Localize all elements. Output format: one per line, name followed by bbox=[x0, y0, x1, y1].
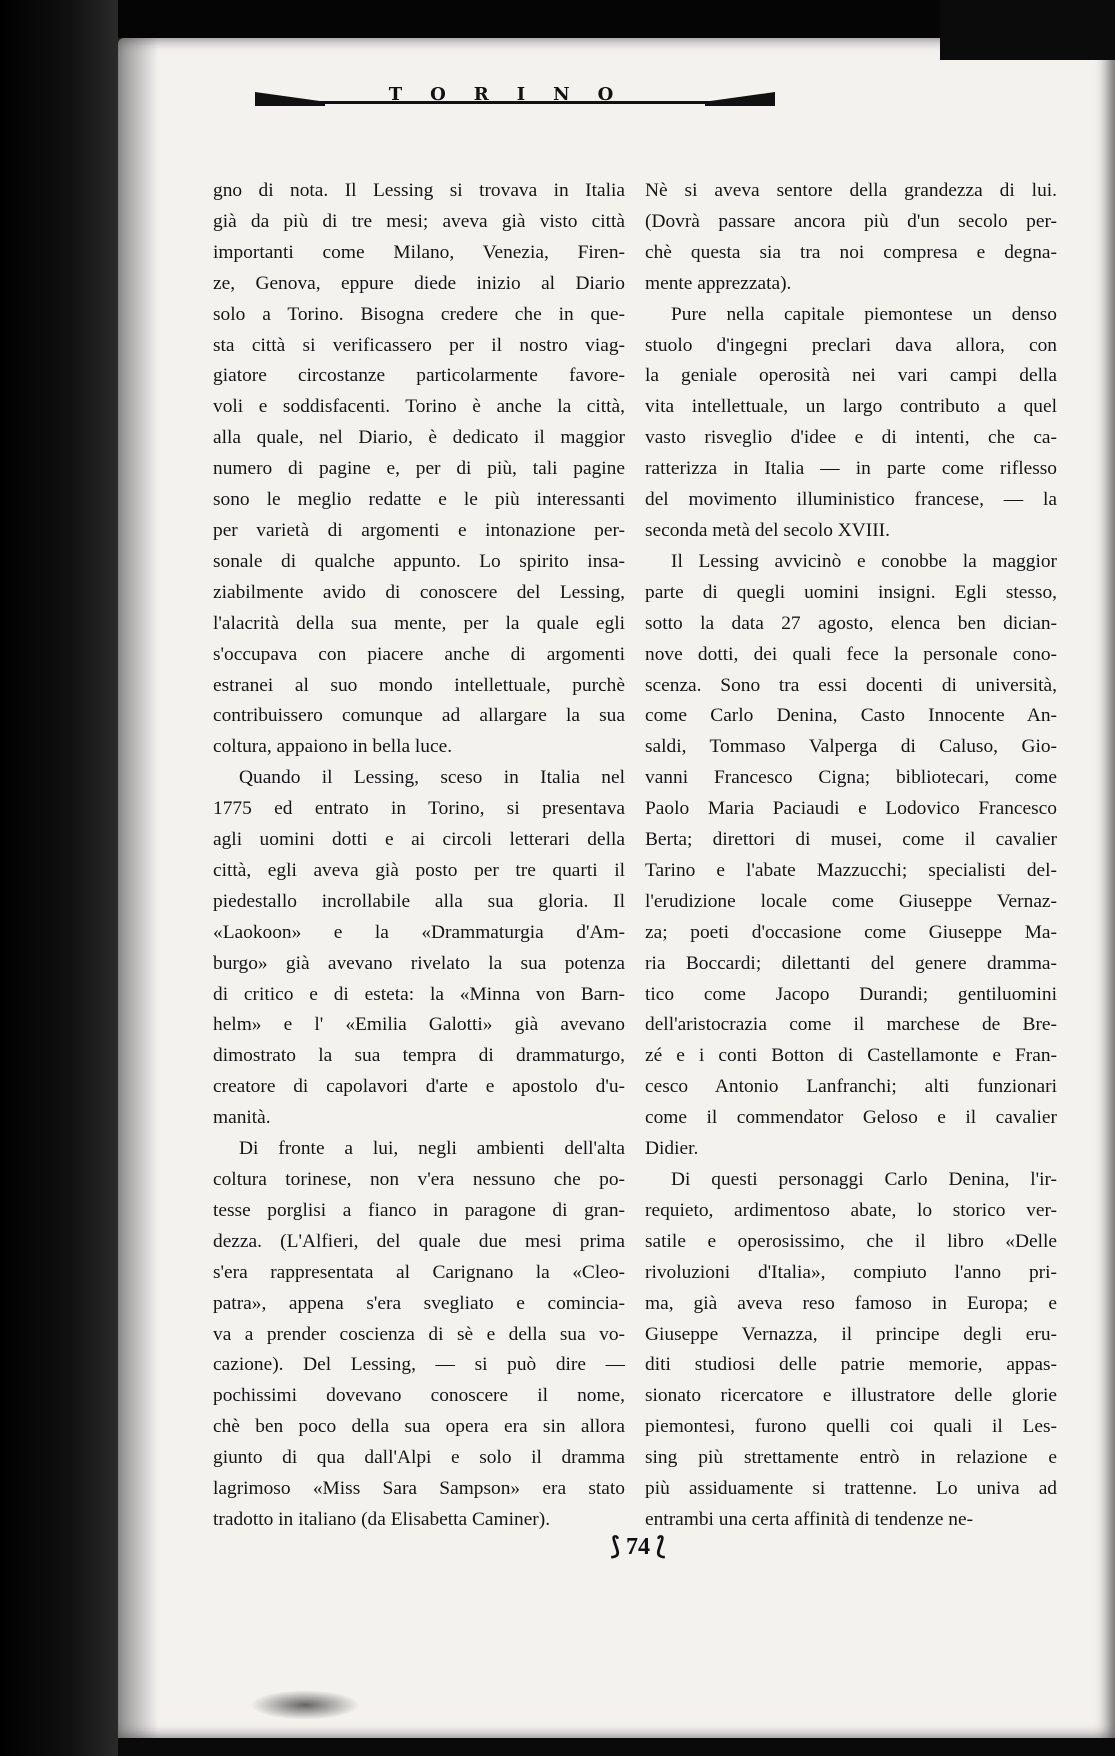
folio-number: 74 bbox=[626, 1534, 650, 1560]
scan-border-left bbox=[0, 0, 118, 1756]
paragraph bbox=[213, 763, 625, 1134]
text-line: scenza. Sono tra essi docenti di università, bbox=[645, 674, 1057, 696]
text-line: come Carlo Denina, Casto Innocente An- bbox=[645, 705, 1057, 727]
text-line: zé e i conti Botton di Castellamonte e Fran- bbox=[645, 1045, 1057, 1067]
text-line: sonale di qualche appunto. Lo spirito insa- bbox=[213, 550, 625, 572]
text-line: rivoluzioni d'Italia», compiuto l'anno pri- bbox=[645, 1261, 1057, 1283]
text-line: Didier. bbox=[645, 1138, 699, 1160]
text-line: «Laokoon» e la «Drammaturgia d'Am- bbox=[213, 921, 625, 943]
text-line: piedestallo incrollabile alla sua gloria. Il bbox=[213, 890, 625, 912]
text-line: del movimento illuministico francese, — la bbox=[645, 489, 1057, 511]
text-line: piemontesi, furono quelli coi quali il Les- bbox=[645, 1416, 1057, 1438]
text-line: voli e soddisfacenti. Torino è anche la città, bbox=[213, 396, 625, 418]
text-line: tico come Jacopo Durandi; gentiluomini bbox=[645, 983, 1057, 1005]
text-line: vasto risveglio d'idee e di intenti, che ca- bbox=[645, 427, 1057, 449]
text-line: 1775 ed entrato in Torino, si presentava bbox=[213, 798, 625, 820]
text-line: ze, Genova, eppure diede inizio al Diario bbox=[213, 272, 625, 294]
text-line: tradotto in italiano (da Elisabetta Caminer). bbox=[213, 1508, 551, 1530]
text-line: s'occupava con piacere anche di argomenti bbox=[213, 643, 625, 665]
text-line: satile e operosissimo, che il libro «Delle bbox=[645, 1230, 1057, 1252]
text-line: Nè si aveva sentore della grandezza di lui. bbox=[645, 180, 1057, 201]
text-line: coltura torinese, non v'era nessuno che po- bbox=[213, 1169, 625, 1190]
running-head-ornament-right bbox=[705, 92, 775, 106]
text-line: giunto di qua dall'Alpi e solo il dramma bbox=[213, 1447, 625, 1469]
text-line: città, egli aveva già posto per tre quarti il bbox=[213, 859, 625, 881]
text-line: Quando il Lessing, sceso in Italia nel bbox=[239, 767, 625, 789]
text-line: ratterizza in Italia — in parte come riflesso bbox=[645, 458, 1057, 480]
text-line: va a prender coscienza di sè e della sua vo- bbox=[213, 1323, 625, 1345]
folio-ornament-right: ⟅ bbox=[650, 1534, 666, 1560]
text-line: manità. bbox=[213, 1107, 271, 1129]
running-head bbox=[255, 84, 775, 106]
text-line: burgo» già avevano rivelato la sua potenza bbox=[213, 952, 625, 974]
paragraph bbox=[213, 176, 625, 763]
text-line: Tarino e l'abate Mazzucchi; specialisti del- bbox=[645, 859, 1057, 881]
text-line: sionato ricercatore e illustratore delle glorie bbox=[645, 1385, 1057, 1407]
text-line: requieto, ardimentoso abate, lo storico ver- bbox=[645, 1199, 1057, 1221]
text-line: giatore circostanze particolarmente favore- bbox=[213, 365, 625, 387]
text-line: stuolo d'ingegni preclari dava allora, con bbox=[645, 334, 1057, 356]
text-line: Berta; direttori di musei, come il cavalier bbox=[645, 829, 1057, 851]
paragraph bbox=[645, 1165, 1057, 1536]
text-line: saldi, Tommaso Valperga di Caluso, Gio- bbox=[645, 736, 1057, 758]
text-line: ziabilmente avido di conoscere del Lessing, bbox=[213, 581, 625, 603]
paragraph bbox=[645, 547, 1057, 1165]
text-line: patra», appena s'era svegliato e comincia- bbox=[213, 1292, 625, 1314]
gutter-shadow bbox=[118, 38, 158, 1738]
paragraph bbox=[645, 300, 1057, 547]
text-line: Il Lessing avvicinò e conobbe la maggior bbox=[671, 550, 1057, 572]
text-line: sono le meglio redatte e le più interessanti bbox=[213, 489, 625, 511]
page-number bbox=[578, 1532, 698, 1561]
text-line: helm» e l' «Emilia Galotti» già avevano bbox=[213, 1014, 625, 1036]
text-line: dimostrato la sua tempra di drammaturgo, bbox=[213, 1045, 625, 1067]
text-line: già da più di tre mesi; aveva già visto città bbox=[213, 210, 625, 232]
text-line: chè ben poco della sua opera era sin allora bbox=[213, 1416, 625, 1438]
text-line: seconda metà del secolo XVIII. bbox=[645, 519, 890, 541]
text-line: vita intellettuale, un largo contributo a quel bbox=[645, 396, 1057, 418]
text-line: Di fronte a lui, negli ambienti dell'alta bbox=[239, 1138, 625, 1160]
text-line: Di questi personaggi Carlo Denina, l'ir- bbox=[671, 1169, 1057, 1190]
text-line: alla quale, nel Diario, è dedicato il maggior bbox=[213, 427, 625, 449]
text-line: nove dotti, dei quali fece la personale cono- bbox=[645, 643, 1057, 665]
paragraph bbox=[645, 176, 1057, 300]
text-line: cesco Antonio Lanfranchi; alti funzionari bbox=[645, 1076, 1057, 1098]
text-line: Pure nella capitale piemontese un denso bbox=[671, 303, 1057, 325]
text-line: solo a Torino. Bisogna credere che in que- bbox=[213, 303, 625, 325]
text-line: creatore di capolavori d'arte e apostolo d'u- bbox=[213, 1076, 625, 1098]
text-line: entrambi una certa affinità di tendenze ne- bbox=[645, 1508, 974, 1530]
text-line: ria Boccardi; dilettanti del genere dramma- bbox=[645, 952, 1057, 974]
running-head-text: TORINO bbox=[388, 84, 642, 105]
text-line: dell'aristocrazia come il marchese de Bre- bbox=[645, 1014, 1057, 1036]
text-line: di critico e di esteta: la «Minna von Barn- bbox=[213, 983, 625, 1005]
text-line: chè questa sia tra noi compresa e degna- bbox=[645, 241, 1057, 263]
paragraph bbox=[213, 1134, 625, 1536]
scan-smudge bbox=[250, 1690, 360, 1720]
text-line: importanti come Milano, Venezia, Firen- bbox=[213, 241, 625, 263]
right-text-column bbox=[645, 176, 1057, 1536]
text-line: lagrimoso «Miss Sara Sampson» era stato bbox=[213, 1478, 625, 1500]
text-line: parte di quegli uomini insigni. Egli stesso, bbox=[645, 581, 1057, 603]
text-line: tesse porglisi a fianco in paragone di gran- bbox=[213, 1199, 625, 1221]
text-line: sing più strettamente entrò in relazione e bbox=[645, 1447, 1057, 1469]
text-line: contribuissero comunque ad allargare la sua bbox=[213, 705, 625, 727]
text-line: l'erudizione locale come Giuseppe Vernaz- bbox=[645, 890, 1057, 912]
text-line: diti studiosi delle patrie memorie, appas- bbox=[645, 1354, 1057, 1376]
text-line: cazione). Del Lessing, — si può dire — bbox=[213, 1354, 625, 1376]
scan-border-bottom bbox=[118, 1738, 1115, 1756]
text-line: vanni Francesco Cigna; bibliotecari, come bbox=[645, 767, 1057, 789]
text-line: più assiduamente si trattenne. Lo univa ad bbox=[645, 1478, 1057, 1500]
text-line: estranei al suo mondo intellettuale, purchè bbox=[213, 674, 625, 696]
text-line: l'alacrità della sua mente, per la quale egli bbox=[213, 612, 625, 634]
text-line: per varietà di argomenti e intonazione per- bbox=[213, 519, 625, 541]
text-line: come il commendator Geloso e il cavalier bbox=[645, 1107, 1057, 1129]
text-line: ma, già aveva reso famoso in Europa; e bbox=[645, 1292, 1057, 1314]
text-line: mente apprezzata). bbox=[645, 272, 792, 294]
text-line: agli uomini dotti e ai circoli letterari della bbox=[213, 829, 625, 851]
text-line: coltura, appaiono in bella luce. bbox=[213, 736, 453, 758]
text-line: pochissimi dovevano conoscere il nome, bbox=[213, 1385, 625, 1407]
folio-ornament-left: ⟆ bbox=[610, 1534, 626, 1560]
text-line: Giuseppe Vernazza, il principe degli eru- bbox=[645, 1323, 1057, 1345]
text-line: dezza. (L'Alfieri, del quale due mesi prima bbox=[213, 1230, 625, 1252]
left-text-column bbox=[213, 176, 625, 1536]
text-line: sta città si verificassero per il nostro viag- bbox=[213, 334, 625, 356]
scan-border-top bbox=[940, 0, 1115, 60]
text-line: gno di nota. Il Lessing si trovava in Italia bbox=[213, 180, 625, 201]
text-line: (Dovrà passare ancora più d'un secolo per- bbox=[645, 210, 1057, 232]
text-line: Paolo Maria Paciaudi e Lodovico Francesco bbox=[645, 798, 1057, 820]
running-head-ornament-left bbox=[255, 92, 325, 106]
text-line: za; poeti d'occasione come Giuseppe Ma- bbox=[645, 921, 1057, 943]
text-line: la geniale operosità nei vari campi della bbox=[645, 365, 1057, 387]
text-line: numero di pagine e, per di più, tali pagine bbox=[213, 458, 625, 480]
text-line: s'era rappresentata al Carignano la «Cleo- bbox=[213, 1261, 625, 1283]
text-line: sotto la data 27 agosto, elenca ben dician- bbox=[645, 612, 1057, 634]
